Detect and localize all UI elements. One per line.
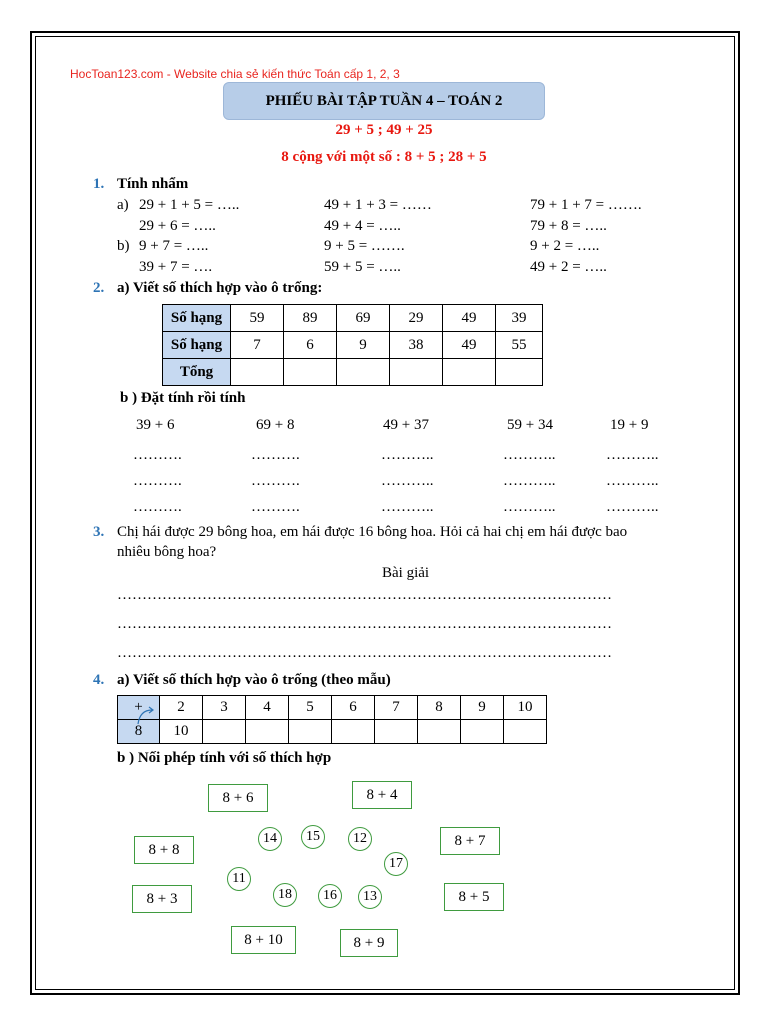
q1-exercise: 29 + 6 = ….. xyxy=(139,218,216,234)
table-cell: 6 xyxy=(284,332,337,359)
number-circle[interactable]: 17 xyxy=(384,852,408,876)
answer-cell[interactable]: 10 xyxy=(160,720,203,744)
header-cell: 5 xyxy=(289,696,332,720)
dots: ……….. xyxy=(606,447,659,463)
q1-title: Tính nhẩm xyxy=(117,176,189,192)
number-circle[interactable]: 12 xyxy=(348,827,372,851)
dots: ……….. xyxy=(503,473,556,489)
table-cell: 29 xyxy=(390,305,443,332)
q1-exercise: 79 + 1 + 7 = ……. xyxy=(530,197,642,213)
expression-box[interactable]: 8 + 6 xyxy=(208,784,268,812)
worksheet-title-text: PHIẾU BÀI TẬP TUẦN 4 – TOÁN 2 xyxy=(265,92,503,109)
answer-cell[interactable] xyxy=(337,359,390,386)
expression-box[interactable]: 8 + 9 xyxy=(340,929,398,957)
answer-cell[interactable] xyxy=(418,720,461,744)
sum-table xyxy=(162,304,543,386)
header-cell: 4 xyxy=(246,696,289,720)
row-label: Số hạng xyxy=(163,332,231,359)
dots: ………. xyxy=(133,473,182,489)
calc-expression: 49 + 37 xyxy=(383,417,429,433)
table-cell: 49 xyxy=(443,305,496,332)
dots: ………. xyxy=(251,499,300,515)
plus-cell xyxy=(118,696,160,720)
expression-box[interactable]: 8 + 3 xyxy=(132,885,192,913)
number-circle[interactable]: 15 xyxy=(301,825,325,849)
answer-cell[interactable] xyxy=(289,720,332,744)
answer-cell[interactable] xyxy=(504,720,547,744)
table-cell: 55 xyxy=(496,332,543,359)
q2-title-a: a) Viết số thích hợp vào ô trống: xyxy=(117,280,323,296)
table-cell: 39 xyxy=(496,305,543,332)
dots: ……….. xyxy=(381,447,434,463)
answer-cell[interactable] xyxy=(375,720,418,744)
table-cell: 49 xyxy=(443,332,496,359)
q3-text-line2: nhiêu bông hoa? xyxy=(117,544,217,560)
q1-exercise: 49 + 2 = ….. xyxy=(530,259,607,275)
q1-exercise: 59 + 5 = ….. xyxy=(324,259,401,275)
addition-table xyxy=(117,695,547,744)
q4-number: 4. xyxy=(93,672,105,688)
dots: ……….. xyxy=(606,473,659,489)
number-circle[interactable]: 13 xyxy=(358,885,382,909)
row-label-cell: 8 xyxy=(118,720,160,744)
answer-cell[interactable] xyxy=(390,359,443,386)
number-circle[interactable]: 16 xyxy=(318,884,342,908)
q4-title-b: b ) Nối phép tính với số thích hợp xyxy=(117,750,332,766)
q1-exercise: 79 + 8 = ….. xyxy=(530,218,607,234)
answer-cell[interactable] xyxy=(284,359,337,386)
dots: ………. xyxy=(251,473,300,489)
q2-title-b: b ) Đặt tính rồi tính xyxy=(120,390,246,406)
header-cell: 10 xyxy=(504,696,547,720)
q1-exercise: 39 + 7 = …. xyxy=(139,259,213,275)
topic-line-2: 8 cộng với một số : 8 + 5 ; 28 + 5 xyxy=(281,149,487,165)
calc-expression: 59 + 34 xyxy=(507,417,553,433)
header-cell: 9 xyxy=(461,696,504,720)
q2-number: 2. xyxy=(93,280,105,296)
q1-part-b-label: b) xyxy=(117,238,130,254)
number-circle[interactable]: 14 xyxy=(258,827,282,851)
q1-part-a-label: a) xyxy=(117,197,129,213)
dots: ……….. xyxy=(503,447,556,463)
expression-box[interactable]: 8 + 4 xyxy=(352,781,412,809)
answer-line[interactable]: ……………………………………………………………………………………… xyxy=(117,616,612,632)
table-cell: 89 xyxy=(284,305,337,332)
q1-exercise: 9 + 7 = ….. xyxy=(139,238,209,254)
dots: ……….. xyxy=(503,499,556,515)
header-cell: 7 xyxy=(375,696,418,720)
q1-number: 1. xyxy=(93,176,105,192)
arrow-icon xyxy=(136,704,160,726)
dots: ……….. xyxy=(606,499,659,515)
row-label: Tổng xyxy=(163,359,231,386)
table-cell: 59 xyxy=(231,305,284,332)
expression-box[interactable]: 8 + 10 xyxy=(231,926,296,954)
calc-expression: 69 + 8 xyxy=(256,417,295,433)
expression-box[interactable]: 8 + 7 xyxy=(440,827,500,855)
table-cell: 9 xyxy=(337,332,390,359)
dots: ………. xyxy=(251,447,300,463)
header-cell: 2 xyxy=(160,696,203,720)
number-circle[interactable]: 18 xyxy=(273,883,297,907)
header-cell: 6 xyxy=(332,696,375,720)
answer-line[interactable]: ……………………………………………………………………………………… xyxy=(117,587,612,603)
table-cell: 38 xyxy=(390,332,443,359)
answer-cell[interactable] xyxy=(332,720,375,744)
table-cell: 69 xyxy=(337,305,390,332)
expression-box[interactable]: 8 + 8 xyxy=(134,836,194,864)
dots: ………. xyxy=(133,447,182,463)
dots: ……….. xyxy=(381,499,434,515)
calc-expression: 39 + 6 xyxy=(136,417,175,433)
q3-number: 3. xyxy=(93,524,105,540)
table-cell: 7 xyxy=(231,332,284,359)
q1-exercise: 9 + 2 = ….. xyxy=(530,238,600,254)
answer-line[interactable]: ……………………………………………………………………………………… xyxy=(117,645,612,661)
header-cell: 3 xyxy=(203,696,246,720)
answer-cell[interactable] xyxy=(461,720,504,744)
q1-exercise: 9 + 5 = ……. xyxy=(324,238,405,254)
dots: ……….. xyxy=(381,473,434,489)
answer-cell[interactable] xyxy=(231,359,284,386)
answer-cell[interactable] xyxy=(496,359,543,386)
answer-cell[interactable] xyxy=(203,720,246,744)
number-circle[interactable]: 11 xyxy=(227,867,251,891)
q3-text-line1: Chị hái được 29 bông hoa, em hái được 16 bông hoa. Hỏi cả hai chị em hái được bao xyxy=(117,524,628,540)
answer-cell[interactable] xyxy=(246,720,289,744)
dots: ………. xyxy=(133,499,182,515)
site-banner[interactable]: HocToan123.com - Website chia sẻ kiến thức Toán cấp 1, 2, 3 xyxy=(70,67,400,81)
q1-exercise: 29 + 1 + 5 = ….. xyxy=(139,197,240,213)
q1-exercise: 49 + 1 + 3 = …… xyxy=(324,197,432,213)
row-label: Số hạng xyxy=(163,305,231,332)
q4-title-a: a) Viết số thích hợp vào ô trống (theo mẫu) xyxy=(117,672,391,688)
topic-line-1: 29 + 5 ; 49 + 25 xyxy=(335,122,433,138)
plus-sign: + xyxy=(134,699,143,715)
calc-expression: 19 + 9 xyxy=(610,417,649,433)
header-cell: 8 xyxy=(418,696,461,720)
worksheet-title xyxy=(223,82,545,120)
answer-cell[interactable] xyxy=(443,359,496,386)
solution-label: Bài giải xyxy=(382,565,430,581)
q1-exercise: 49 + 4 = ….. xyxy=(324,218,401,234)
expression-box[interactable]: 8 + 5 xyxy=(444,883,504,911)
